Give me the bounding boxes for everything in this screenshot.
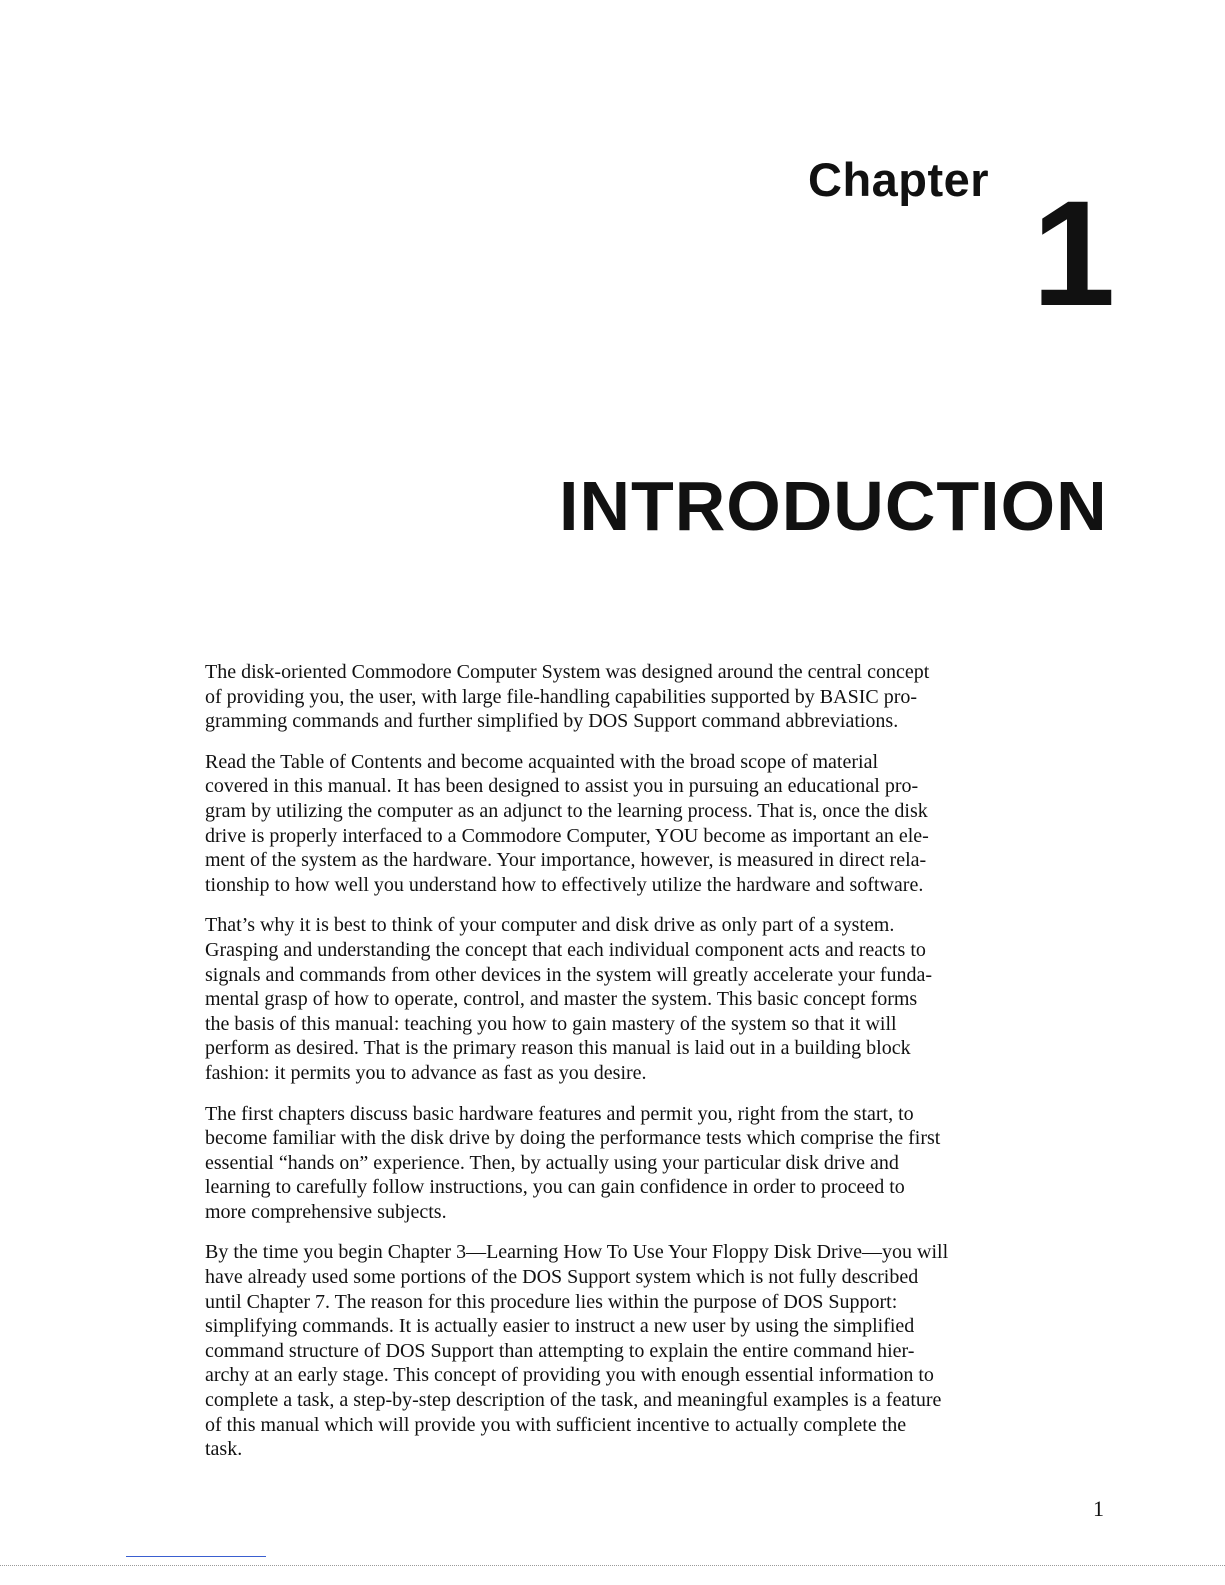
paragraph: By the time you begin Chapter 3—Learning How To Use Your Floppy Disk Drive—you will have already used some portions of the DOS Support system which is not fully described until Chapter 7. The reason for this procedure lies within the purpose of DOS Support: simplifying commands. It is actually easier to instruct a new user by using the simplified command structure of DOS Support than attempting to explain the entire command hier- archy at an early stage. This concept of providing you with enough essential information to complete a task, a step-by-step description of the task, and meaningful examples is a feature of this manual which will provide you with sufficient incentive to actually complete the task. [205,1241,949,1461]
body-text [205,660,1085,1478]
paragraph: The first chapters discuss basic hardware features and permit you, right from the start, to become familiar with the disk drive by doing the performance tests which comprise the first essential “hands on” experience. Then, by actually using your particular disk drive and learning to carefully follow instructions, you can gain confidence in order to proceed to more comprehensive subjects. [205,1102,941,1223]
paragraph: The disk-oriented Commodore Computer System was designed around the central concept of providing you, the user, with large file-handling capabilities supported by BASIC pro- gramming commands and further simplified by DOS Support command abbreviations. [205,661,930,733]
scan-edge-divider [0,1565,1225,1567]
paragraph: That’s why it is best to think of your computer and disk drive as only part of a system. Grasping and understanding the concept that each individual component acts and reacts to signals and commands from other devices in the system will greatly accelerate your funda- mental grasp of how to operate, control, and master the system. This basic concept forms the basis of this manual: teaching you how to gain mastery of the system so that it will perform as desired. That is the primary reason this manual is laid out in a building block fashion: it permits you to advance as fast as you desire. [205,914,932,1084]
chapter-number: 1 [1032,169,1116,337]
scan-mark [126,1556,266,1557]
paragraph: Read the Table of Contents and become acquainted with the broad scope of material covered in this manual. It has been designed to assist you in pursuing an educational pro- gram by utilizing the computer as an adjunct to the learning process. That is, once the disk drive is properly interfaced to a Commodore Computer, YOU become as important an ele- ment of the system as the hardware. Your importance, however, is measured in direct rela- tionship to how well you understand how to effectively utilize the hardware and software. [205,750,929,896]
page-number: 1 [1093,1496,1104,1521]
chapter-title: INTRODUCTION [559,467,1108,545]
chapter-label: Chapter [808,153,990,206]
